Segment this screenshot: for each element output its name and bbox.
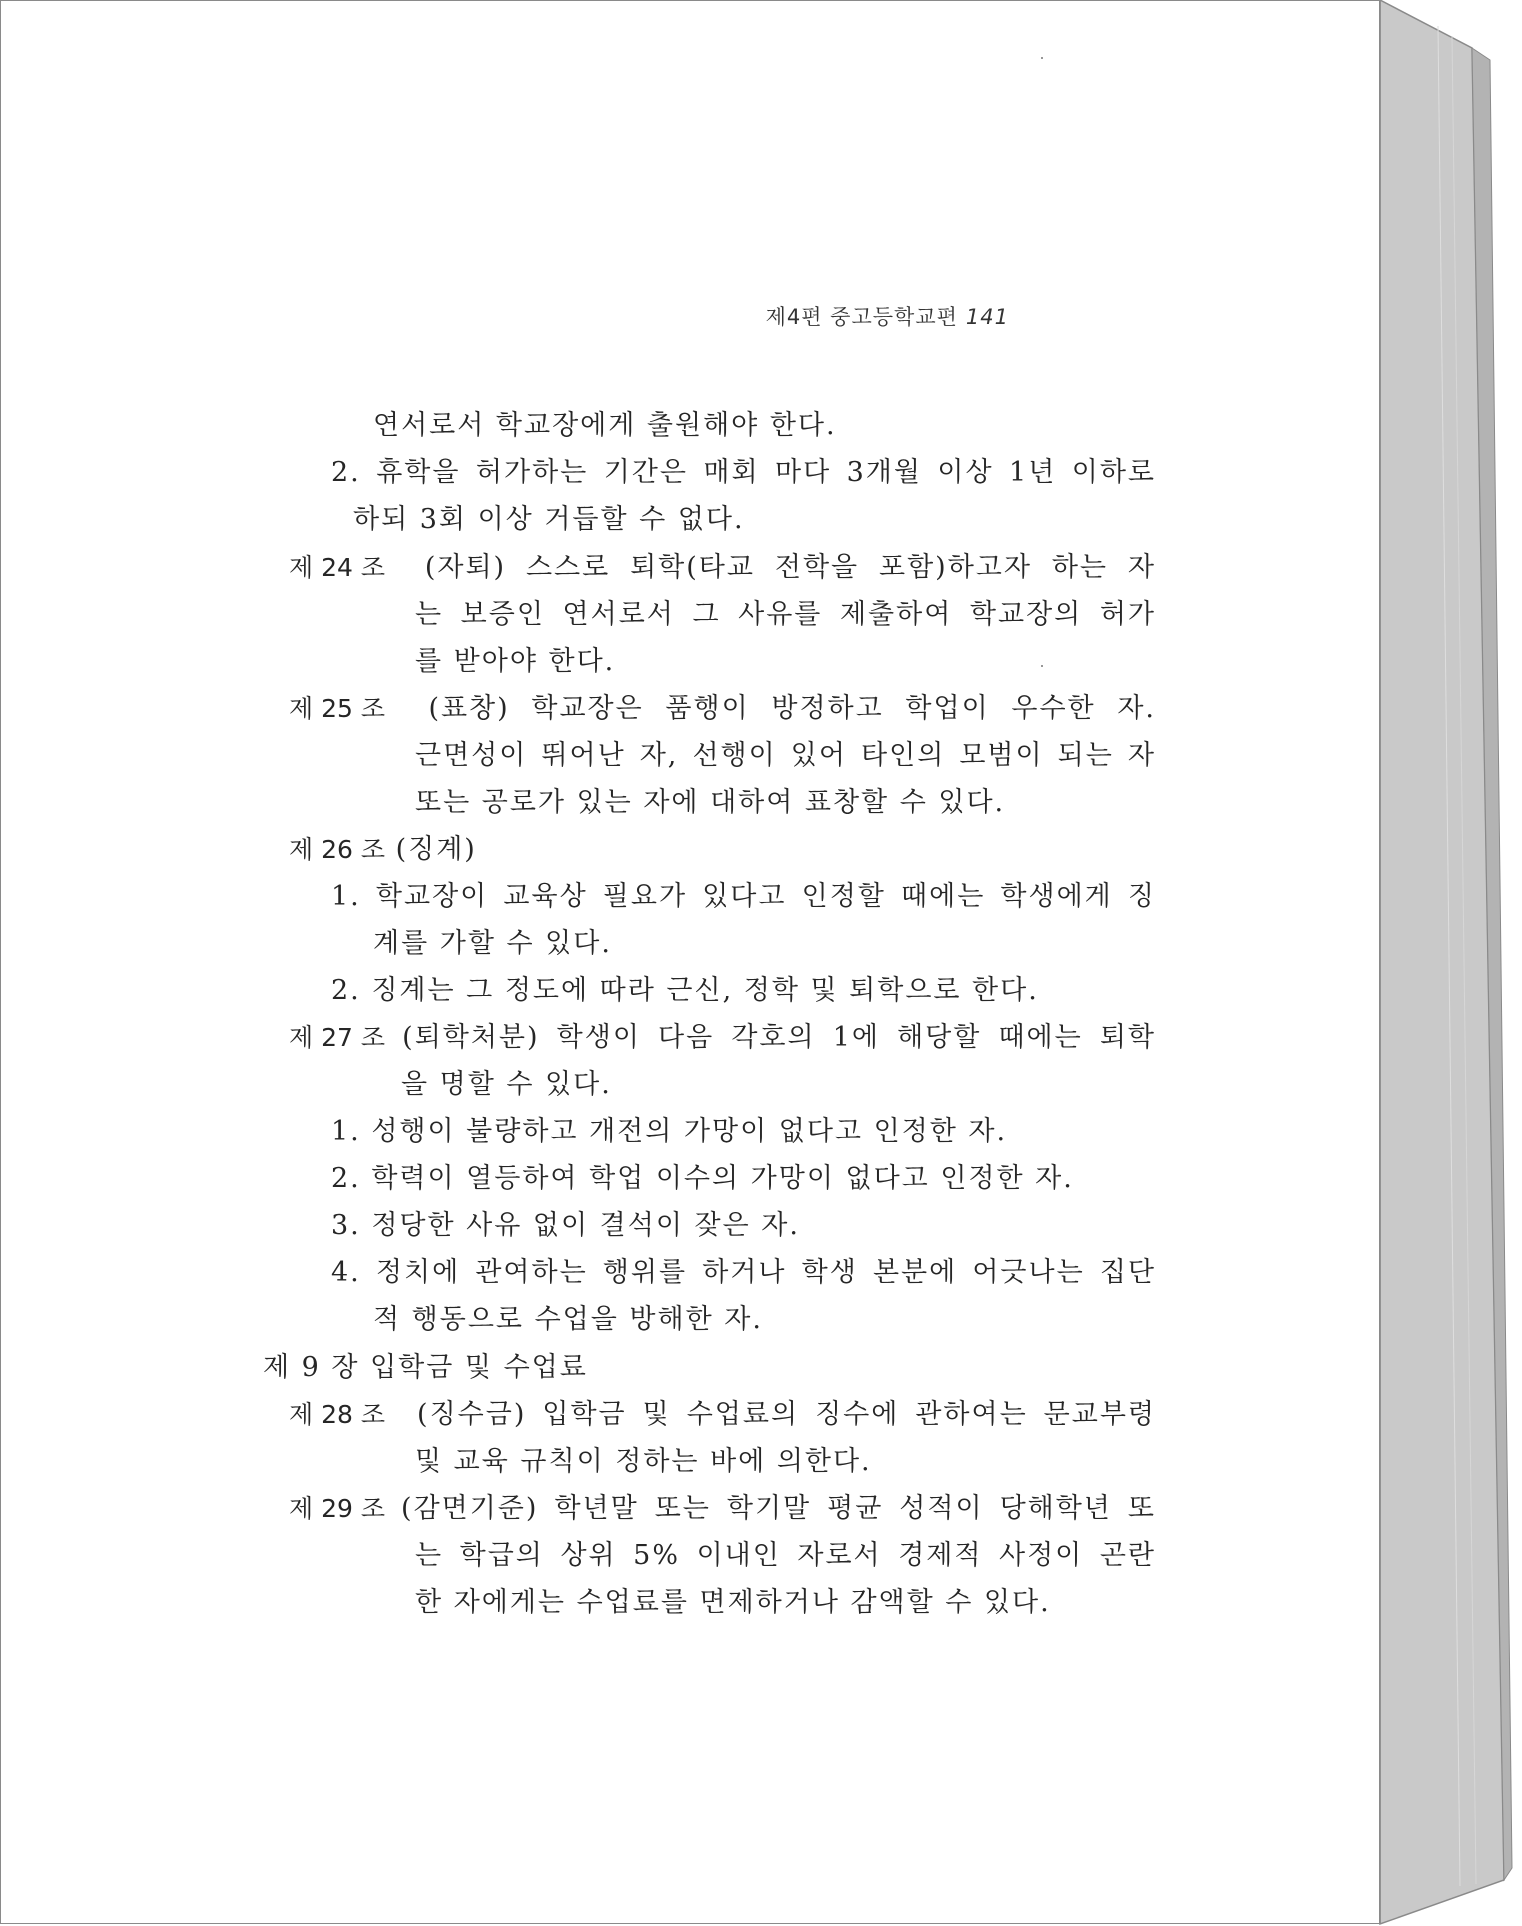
text-line: 또는 공로가 있는 자에 대하여 표창할 수 있다. bbox=[415, 787, 1006, 818]
article-number: 제 29 조 bbox=[289, 1494, 386, 1523]
running-header bbox=[766, 301, 1009, 331]
scan-speck bbox=[1041, 57, 1043, 59]
text-line: 한 자에게는 수업료를 면제하거나 감액할 수 있다. bbox=[415, 1587, 1051, 1618]
article-text: (퇴학처분) 학생이 다음 각호의 1에 해당할 때에는 퇴학 bbox=[402, 1022, 1156, 1053]
article-29 bbox=[289, 1489, 1156, 1529]
article-number: 제 25 조 bbox=[289, 694, 386, 723]
text-line: 근면성이 뛰어난 자, 선행이 있어 타인의 모범이 되는 자 bbox=[415, 740, 1156, 771]
article-number: 제 28 조 bbox=[289, 1400, 386, 1429]
text-line: 는 학급의 상위 5% 이내인 자로서 경제적 사정이 곤란 bbox=[415, 1540, 1156, 1571]
text-line: 및 교육 규칙이 정하는 바에 의한다. bbox=[415, 1446, 872, 1477]
article-text: (징계) bbox=[395, 834, 477, 865]
text-line: 연서로서 학교장에게 출원해야 한다. bbox=[373, 410, 837, 441]
section-title: 제4편 중고등학교편 bbox=[765, 305, 958, 329]
text-line: 를 받아야 한다. bbox=[415, 646, 616, 677]
article-text: (자퇴) 스스로 퇴학(타교 전학을 포함)하고자 하는 자 bbox=[424, 552, 1156, 583]
text-line: 을 명할 수 있다. bbox=[401, 1069, 612, 1100]
list-item: 1. 학교장이 교육상 필요가 있다고 인정할 때에는 학생에게 징 bbox=[331, 881, 1156, 912]
list-item: 1. 성행이 불량하고 개전의 가망이 없다고 인정한 자. bbox=[331, 1116, 1008, 1147]
article-number: 제 26 조 bbox=[289, 835, 386, 864]
list-item: 2. 학력이 열등하여 학업 이수의 가망이 없다고 인정한 자. bbox=[331, 1163, 1074, 1194]
article-text: (표창) 학교장은 품행이 방정하고 학업이 우수한 자. bbox=[428, 693, 1156, 724]
chapter-heading: 제 9 장 입학금 및 수업료 bbox=[263, 1352, 588, 1383]
article-25 bbox=[289, 689, 1156, 729]
article-number: 제 27 조 bbox=[289, 1023, 386, 1052]
text-line: 는 보증인 연서로서 그 사유를 제출하여 학교장의 허가 bbox=[415, 599, 1156, 630]
article-24 bbox=[289, 548, 1156, 588]
list-item: 2. 징계는 그 정도에 따라 근신, 정학 및 퇴학으로 한다. bbox=[331, 975, 1039, 1006]
article-number: 제 24 조 bbox=[289, 553, 386, 582]
article-28 bbox=[289, 1395, 1156, 1435]
text-line: 하되 3회 이상 거듭할 수 없다. bbox=[353, 504, 745, 535]
list-item: 3. 정당한 사유 없이 결석이 잦은 자. bbox=[331, 1210, 800, 1241]
page-number: 141 bbox=[965, 305, 1009, 329]
article-text: (징수금) 입학금 및 수업료의 징수에 관하여는 문교부령 bbox=[417, 1399, 1156, 1430]
list-item: 2. 휴학을 허가하는 기간은 매회 마다 3개월 이상 1년 이하로 bbox=[331, 457, 1156, 488]
article-text: (감면기준) 학년말 또는 학기말 평균 성적이 당해학년 또 bbox=[401, 1493, 1156, 1524]
article-27 bbox=[289, 1018, 1156, 1058]
text-line: 적 행동으로 수업을 방해한 자. bbox=[373, 1304, 763, 1335]
list-item: 4. 정치에 관여하는 행위를 하거나 학생 본분에 어긋나는 집단 bbox=[331, 1257, 1156, 1288]
text-line: 계를 가할 수 있다. bbox=[373, 928, 612, 959]
scan-speck bbox=[1041, 665, 1043, 667]
article-26 bbox=[289, 830, 477, 870]
